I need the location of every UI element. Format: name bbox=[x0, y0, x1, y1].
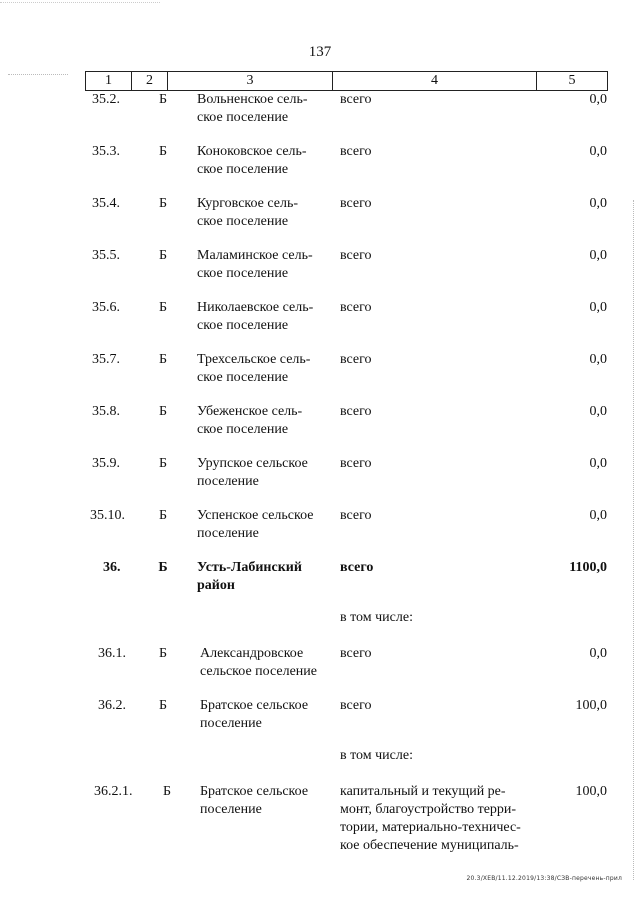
row-name: Вольненское сель- ское поселение bbox=[197, 92, 308, 125]
row-category: Б bbox=[158, 196, 168, 211]
row-number: 36.2. bbox=[98, 698, 126, 713]
row-value: 0,0 bbox=[589, 248, 607, 263]
row-category: Б bbox=[158, 560, 168, 575]
row-category: Б bbox=[158, 352, 168, 367]
row-name: Курговское сель- ское поселение bbox=[197, 196, 299, 229]
header-col-5: 5 bbox=[536, 72, 607, 90]
row-description: всего bbox=[340, 508, 372, 523]
row-value: 100,0 bbox=[575, 698, 607, 713]
row-name: Братское сельское поселение bbox=[200, 698, 309, 731]
row-name: Успенское сельское поселение bbox=[197, 508, 314, 541]
row-name: Урупское сельское поселение bbox=[197, 456, 308, 489]
row-category: Б bbox=[158, 300, 168, 315]
row-description: всего bbox=[340, 92, 372, 107]
row-value: 0,0 bbox=[589, 456, 607, 471]
scan-top-mark bbox=[0, 2, 160, 3]
row-name: Братское сельское поселение bbox=[200, 784, 309, 817]
row-value: 0,0 bbox=[589, 508, 607, 523]
row-number: 35.4. bbox=[92, 196, 120, 211]
row-number: 35.6. bbox=[92, 300, 120, 315]
row-name: Николаевское сель- ское поселение bbox=[197, 300, 314, 333]
header-col-2: 2 bbox=[131, 72, 167, 90]
row-description: всего bbox=[340, 698, 372, 713]
row-description: всего bbox=[340, 352, 372, 367]
row-name: Трехсельское сель- ское поселение bbox=[197, 352, 311, 385]
row-value: 0,0 bbox=[589, 646, 607, 661]
row-name: Коноковское сель- ское поселение bbox=[197, 144, 307, 177]
row-description: капитальный и текущий ре- монт, благоустройство терри- тории, материально-техничес- кое обеспечение муниципаль- bbox=[340, 784, 521, 853]
row-category: Б bbox=[158, 508, 168, 523]
row-number: 35.7. bbox=[92, 352, 120, 367]
row-description: всего bbox=[340, 646, 372, 661]
row-value: 0,0 bbox=[589, 404, 607, 419]
scan-edge-artifact bbox=[632, 200, 634, 880]
in-that-number-label: в том числе: bbox=[340, 748, 413, 763]
row-category: Б bbox=[158, 646, 168, 661]
row-number: 35.10. bbox=[90, 508, 125, 523]
row-category: Б bbox=[158, 404, 168, 419]
row-number: 35.9. bbox=[92, 456, 120, 471]
in-that-number-label: в том числе: bbox=[340, 610, 413, 625]
row-description: всего bbox=[340, 248, 372, 263]
row-category: Б bbox=[158, 92, 168, 107]
row-value: 1100,0 bbox=[569, 560, 607, 575]
header-col-3: 3 bbox=[167, 72, 332, 90]
page-number: 137 bbox=[308, 44, 332, 60]
row-category: Б bbox=[158, 144, 168, 159]
row-number: 35.8. bbox=[92, 404, 120, 419]
row-description: всего bbox=[340, 560, 374, 575]
row-value: 0,0 bbox=[589, 352, 607, 367]
row-name: Маламинское сель- ское поселение bbox=[197, 248, 313, 281]
row-name: Усть-Лабинский район bbox=[197, 560, 302, 593]
row-number: 35.3. bbox=[92, 144, 120, 159]
row-number: 35.5. bbox=[92, 248, 120, 263]
table-header bbox=[85, 71, 608, 91]
row-number: 35.2. bbox=[92, 92, 120, 107]
scan-left-dots bbox=[8, 74, 68, 75]
row-name: Убеженское сель- ское поселение bbox=[197, 404, 303, 437]
footer-document-code: 20.3/ХЕВ/11.12.2019/13:38/СЗВ-перечень-прил bbox=[466, 875, 622, 882]
header-col-1: 1 bbox=[105, 73, 112, 88]
row-description: всего bbox=[340, 456, 372, 471]
row-name: Александровское сельское поселение bbox=[200, 646, 317, 679]
row-description: всего bbox=[340, 404, 372, 419]
row-description: всего bbox=[340, 196, 372, 211]
row-category: Б bbox=[158, 698, 168, 713]
row-category: Б bbox=[162, 784, 172, 799]
row-description: всего bbox=[340, 144, 372, 159]
row-value: 0,0 bbox=[589, 144, 607, 159]
row-description: всего bbox=[340, 300, 372, 315]
row-value: 100,0 bbox=[575, 784, 607, 799]
row-value: 0,0 bbox=[589, 196, 607, 211]
row-category: Б bbox=[158, 248, 168, 263]
row-number: 36.2.1. bbox=[94, 784, 133, 799]
row-value: 0,0 bbox=[589, 300, 607, 315]
header-col-4: 4 bbox=[332, 72, 536, 90]
row-number: 36.1. bbox=[98, 646, 126, 661]
row-value: 0,0 bbox=[589, 92, 607, 107]
row-number: 36. bbox=[103, 560, 121, 575]
row-category: Б bbox=[158, 456, 168, 471]
